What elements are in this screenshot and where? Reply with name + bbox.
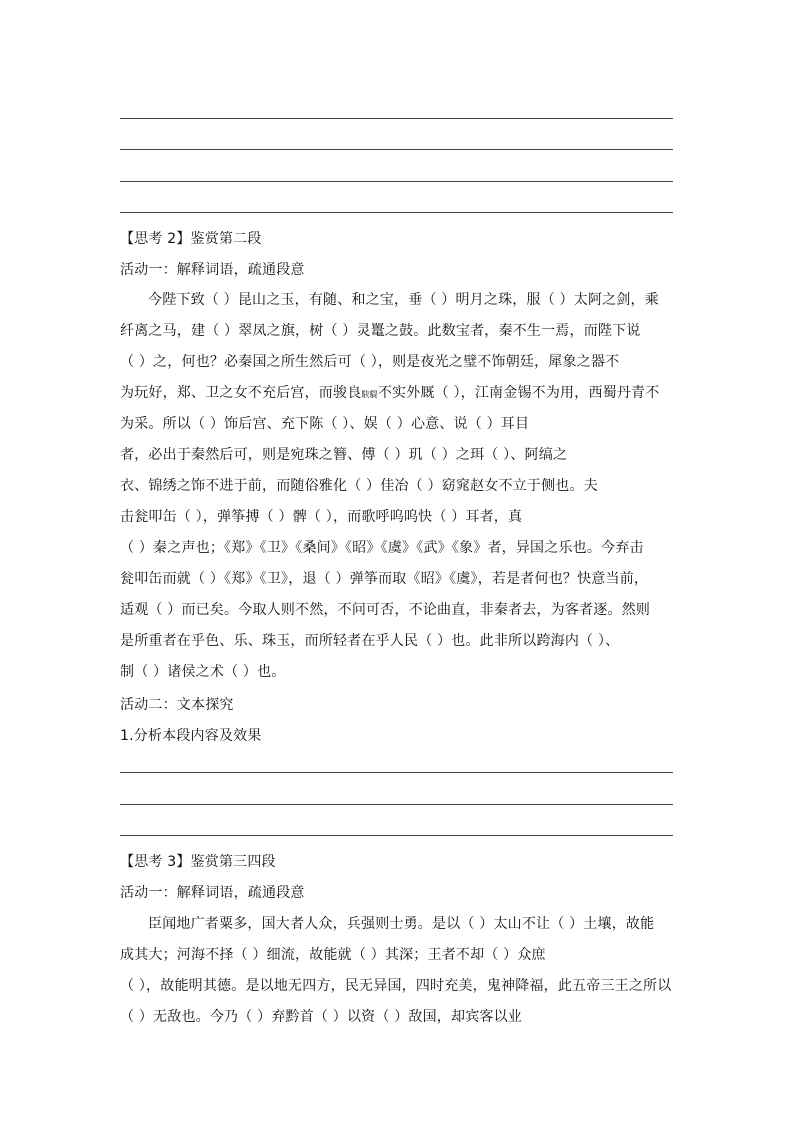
paragraph-line: 适观（ ）而已矣。今取人则不然，不问可否，不论曲直，非秦者去，为客者逐。然则 [120, 602, 651, 618]
paragraph-line: 瓮叩缶而就（ ）《郑》《卫》，退（ ）弹筝而取《昭》《虞》，若是者何也？快意当前， [120, 571, 649, 587]
paragraph-line: 是所重者在乎色、乐、珠玉，而所轻者在乎人民（ ）也。此非所以跨海内（ ）、 [120, 633, 620, 649]
answer-line [120, 772, 673, 773]
paragraph-fragment: 为玩好，郑、卫之女不充后宫，而骏良 [120, 385, 362, 401]
paragraph-line: （ ）秦之声也；《郑》《卫》《桑间》《昭》《虞》《武》《象》者，异国之乐也。今弃击 [120, 540, 644, 556]
answer-line [120, 212, 673, 213]
paragraph-line: 臣闻地广者粟多，国大者人众，兵强则士勇。是以（ ）太山不让（ ）土壤，故能 [148, 916, 655, 932]
section-3-activity-1: 活动一：解释词语，疏通段意 [120, 885, 305, 901]
paragraph-line: 纤离之马，建（ ）翠凤之旗，树（ ）灵鼍之鼓。此数宝者，秦不生一焉，而陛下说 [120, 323, 641, 339]
section-2-activity-2: 活动二：文本探究 [120, 697, 234, 713]
small-glyph: 駃騠 [361, 390, 378, 399]
answer-line [120, 149, 673, 150]
paragraph-line: 为采。所以（ ）饰后宫、充下陈（ ）、娱（ ）心意、说（ ）耳目 [120, 416, 530, 432]
paragraph-line: 成其大；河海不择（ ）细流，故能就（ ）其深；王者不却（ ）众庶 [120, 947, 546, 963]
section-3-title: 【思考 3】鉴赏第三四段 [120, 854, 276, 870]
paragraph-line [120, 383, 680, 405]
paragraph-line: （ ），故能明其德。是以地无四方，民无异国，四时充美，鬼神降福，此五帝三王之所以 [120, 978, 672, 994]
paragraph-line: （ ）之，何也？必秦国之所生然后可（ ），则是夜光之璧不饰朝廷，犀象之器不 [120, 354, 620, 370]
paragraph-line: 今陛下致（ ）昆山之玉，有随、和之宝，垂（ ）明月之珠，服（ ）太阿之剑，乘 [148, 292, 659, 308]
question-1: 1.分析本段内容及效果 [120, 728, 262, 744]
paragraph-line: 者，必出于秦然后可，则是宛珠之簪、傅（ ）玑（ ）之珥（ ）、阿缟之 [120, 447, 568, 463]
answer-line [120, 804, 673, 805]
section-2-activity-1: 活动一：解释词语，疏通段意 [120, 262, 305, 278]
paragraph-line: 制（ ）诸侯之术（ ）也。 [120, 664, 286, 680]
answer-line [120, 118, 673, 119]
paragraph-line: 衣、锦绣之饰不进于前，而随俗雅化（ ）佳冶（ ）窈窕赵女不立于侧也。夫 [120, 478, 598, 494]
section-2-title: 【思考 2】鉴赏第二段 [120, 231, 262, 247]
paragraph-line: （ ）无敌也。今乃（ ）弃黔首（ ）以资（ ）敌国，却宾客以业 [120, 1009, 522, 1025]
paragraph-fragment: 不实外厩（ ），江南金锡不为用，西蜀丹青不 [377, 385, 660, 401]
answer-line [120, 835, 673, 836]
paragraph-line: 击瓮叩缶（ ），弹筝搏（ ）髀（ ），而歌呼呜呜快（ ）耳者，真 [120, 509, 523, 525]
answer-line [120, 181, 673, 182]
